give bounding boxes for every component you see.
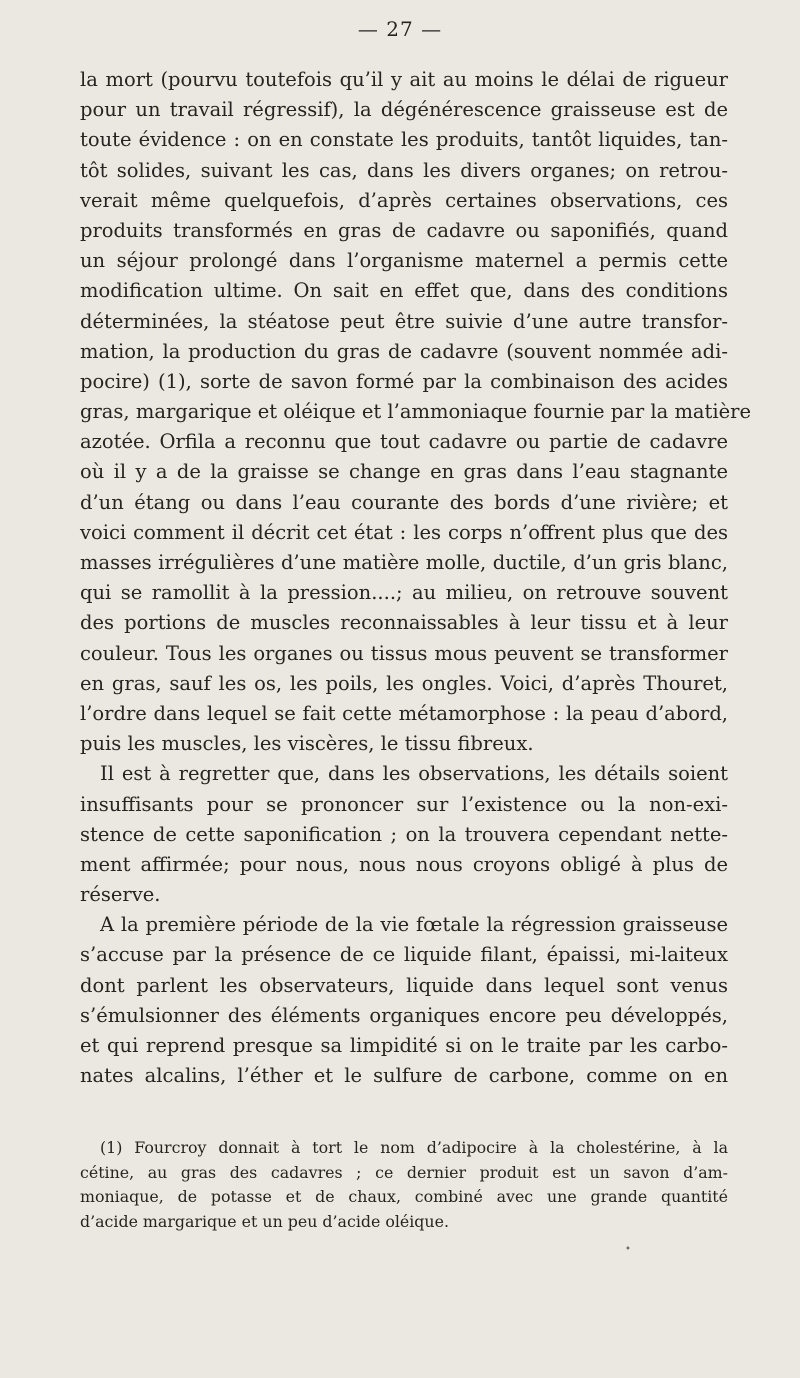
text-line: verait même quelquefois, d’après certaines observations, ces — [80, 188, 728, 212]
text-line: et qui reprend presque sa limpidité si on le traite par les carbo- — [80, 1034, 728, 1057]
text-line: d’un étang ou dans l’eau courante des bords d’une rivière; et — [80, 490, 728, 514]
text-line: pocire) (1), sorte de savon formé par la combinaison des acides — [80, 369, 728, 393]
text-line: Il est à regretter que, dans les observations, les détails soient — [100, 762, 728, 786]
page-number: — 27 — — [357, 17, 443, 41]
footnote-line: (1) Fourcroy donnait à tort le nom d’adipocire à la cholestérine, à la — [100, 1138, 728, 1157]
text-line: nates alcalins, l’éther et le sulfure de carbone, comme on en — [80, 1064, 728, 1088]
text-line: s’accuse par la présence de ce liquide filant, épaissi, mi-laiteux — [80, 943, 728, 967]
text-line: qui se ramollit à la pression....; au milieu, on retrouve souvent — [80, 581, 728, 605]
text-line: tôt solides, suivant les cas, dans les divers organes; on retrou- — [80, 158, 728, 182]
text-line: gras, margarique et oléique et l’ammoniaque fournie par la matière — [80, 400, 752, 424]
text-line: où il y a de la graisse se change en gras dans l’eau stagnante — [80, 460, 728, 484]
text-line: azotée. Orfila a reconnu que tout cadavre ou partie de cadavre — [80, 430, 728, 454]
text-line: modification ultime. On sait en effet que, dans des conditions — [80, 279, 728, 303]
text-line: la mort (pourvu toutefois qu’il y ait au moins le délai de rigueur — [80, 68, 728, 91]
footnote-line: moniaque, de potasse et de chaux, combiné avec une grande quantité — [80, 1187, 728, 1206]
text-line: déterminées, la stéatose peut être suivie d’une autre transfor- — [80, 309, 728, 333]
footnote-line: d’acide margarique et un peu d’acide oléique. — [80, 1211, 449, 1231]
footnote-line: cétine, au gras des cadavres ; ce dernier produit est un savon d’am- — [80, 1162, 728, 1182]
text-line: toute évidence : on en constate les produits, tantôt liquides, tan- — [80, 128, 728, 152]
text-line: voici comment il décrit cet état : les corps n’offrent plus que des — [80, 520, 728, 544]
text-line: produits transformés en gras de cadavre ou saponifiés, quand — [80, 218, 728, 242]
text-line: mation, la production du gras de cadavre (souvent nommée adi- — [80, 339, 728, 363]
text-line: stence de cette saponification ; on la trouvera cependant nette- — [80, 822, 728, 846]
text-line: un séjour prolongé dans l’organisme maternel a permis cette — [80, 249, 728, 273]
text-line: en gras, sauf les os, les poils, les ongles. Voici, d’après Thouret, — [80, 671, 728, 695]
text-line: puis les muscles, les viscères, le tissu fibreux. — [80, 732, 534, 756]
text-line: pour un travail régressif), la dégénérescence graisseuse est de — [80, 98, 728, 122]
text-line: masses irrégulières d’une matière molle, ductile, d’un gris blanc, — [80, 551, 728, 574]
text-line: réserve. — [80, 883, 161, 907]
text-line: insuffisants pour se prononcer sur l’existence ou la non-exi- — [80, 792, 728, 816]
text-line: l’ordre dans lequel se fait cette métamorphose : la peau d’abord, — [80, 701, 728, 725]
text-line: des portions de muscles reconnaissables à leur tissu et à leur — [80, 611, 728, 635]
print-speck: • — [625, 1244, 631, 1255]
text-line: couleur. Tous les organes ou tissus mous peuvent se transformer — [80, 641, 728, 665]
text-line: ment affirmée; pour nous, nous nous croyons obligé à plus de — [80, 852, 728, 876]
body-text — [80, 65, 752, 1091]
footnote — [80, 1136, 728, 1234]
text-line: s’émulsionner des éléments organiques encore peu développés, — [80, 1003, 728, 1027]
text-line: dont parlent les observateurs, liquide dans lequel sont venus — [80, 973, 728, 997]
text-line: A la première période de la vie fœtale la régression graisseuse — [100, 913, 728, 937]
